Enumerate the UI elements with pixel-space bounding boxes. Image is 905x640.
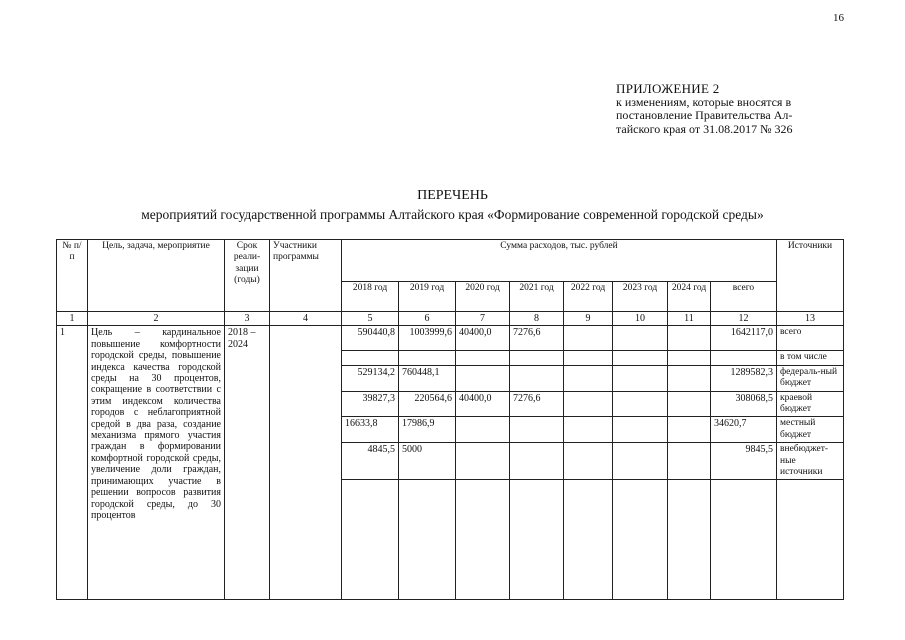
header-2021: 2021 год	[510, 282, 564, 312]
document-subtitle: мероприятий государственной программы Алтайского края «Формирование современной городской среды»	[141, 207, 764, 222]
value-total	[711, 351, 777, 365]
finance-row-total	[57, 326, 844, 351]
header-2024: 2024 год	[668, 282, 711, 312]
implementation-term: 2018 – 2024	[225, 326, 270, 600]
row-number: 1	[57, 326, 88, 600]
value-2018: 16633,8	[342, 417, 399, 443]
value-2024	[668, 365, 711, 391]
value-2020	[456, 417, 510, 443]
source-label: краевой бюджет	[777, 391, 844, 417]
appendix-line-1: к изменениям, которые вносятся в	[616, 94, 792, 109]
value-2024	[668, 326, 711, 351]
col-number: 13	[777, 312, 844, 326]
col-number: 8	[510, 312, 564, 326]
col-number: 5	[342, 312, 399, 326]
value-2022	[564, 326, 613, 351]
value-2020	[456, 443, 510, 480]
participants-cell	[270, 326, 342, 600]
value-2018: 39827,3	[342, 391, 399, 417]
value-2023	[613, 326, 668, 351]
col-number: 3	[225, 312, 270, 326]
value-2022	[564, 391, 613, 417]
value-2024	[668, 351, 711, 365]
header-2018: 2018 год	[342, 282, 399, 312]
value-2021	[510, 417, 564, 443]
header-sum: Сумма расходов, тыс. рублей	[342, 240, 777, 282]
value-2021: 7276,6	[510, 326, 564, 351]
appendix-block	[616, 82, 793, 136]
value-2022	[564, 365, 613, 391]
source-label: внебюджет-ные источники	[777, 443, 844, 480]
document-title: ПЕРЕЧЕНЬ	[417, 188, 488, 203]
value-2024	[668, 443, 711, 480]
value-total: 34620,7	[711, 417, 777, 443]
value-2018: 590440,8	[342, 326, 399, 351]
header-2019: 2019 год	[399, 282, 456, 312]
source-label: в том числе	[777, 351, 844, 365]
header-2020: 2020 год	[456, 282, 510, 312]
value-2020	[456, 351, 510, 365]
value-2023	[613, 365, 668, 391]
header-num: № п/п	[57, 240, 88, 312]
col-number: 1	[57, 312, 88, 326]
col-number: 2	[88, 312, 225, 326]
appendix-line-3: тайского края от 31.08.2017 № 326	[616, 121, 793, 136]
value-total: 1642117,0	[711, 326, 777, 351]
measures-table	[56, 239, 844, 600]
value-2019: 5000	[399, 443, 456, 480]
value-2021	[510, 365, 564, 391]
header-term: Срок реали-зации (годы)	[225, 240, 270, 312]
value-2021	[510, 443, 564, 480]
value-2021: 7276,6	[510, 391, 564, 417]
value-2019: 220564,6	[399, 391, 456, 417]
col-number: 11	[668, 312, 711, 326]
col-number: 9	[564, 312, 613, 326]
value-2023	[613, 391, 668, 417]
col-number: 12	[711, 312, 777, 326]
col-number: 4	[270, 312, 342, 326]
header-sources: Источники	[777, 240, 844, 312]
col-number: 6	[399, 312, 456, 326]
header-2023: 2023 год	[613, 282, 668, 312]
appendix-title: ПРИЛОЖЕНИЕ 2	[616, 81, 720, 96]
value-2018: 4845,5	[342, 443, 399, 480]
value-2019: 1003999,6	[399, 326, 456, 351]
value-2023	[613, 443, 668, 480]
col-number: 7	[456, 312, 510, 326]
value-2024	[668, 391, 711, 417]
value-2019	[399, 351, 456, 365]
source-label: местный бюджет	[777, 417, 844, 443]
header-goal: Цель, задача, мероприятие	[88, 240, 225, 312]
header-2022: 2022 год	[564, 282, 613, 312]
value-2020: 40400,0	[456, 391, 510, 417]
value-total: 9845,5	[711, 443, 777, 480]
col-number: 10	[613, 312, 668, 326]
value-2018: 529134,2	[342, 365, 399, 391]
value-2024	[668, 417, 711, 443]
value-2019: 760448,1	[399, 365, 456, 391]
value-2023	[613, 417, 668, 443]
value-total: 308068,5	[711, 391, 777, 417]
header-participants: Участники программы	[270, 240, 342, 312]
appendix-line-2: постановление Правительства Ал-	[616, 108, 793, 122]
value-2020: 40400,0	[456, 326, 510, 351]
page-number: 16	[833, 12, 844, 24]
value-2018	[342, 351, 399, 365]
value-2022	[564, 417, 613, 443]
source-label: всего	[777, 326, 844, 351]
header-total: всего	[711, 282, 777, 312]
value-2023	[613, 351, 668, 365]
source-label: федераль-ный бюджет	[777, 365, 844, 391]
value-2020	[456, 365, 510, 391]
goal-text: Цель – кардинальное повышение комфортности городской среды, повышение индекса качества городской среды на 30 процентов, сокращение в соответствии с этим индексом количества городов с неблагоприятной средой в два раза, создание механизма прямого участия граждан в формировании комфортной городской среды, увеличение доли граждан, принимающих участие в решении вопросов развития городской среды, до 30 процентов	[88, 326, 225, 600]
value-total: 1289582,3	[711, 365, 777, 391]
value-2022	[564, 443, 613, 480]
value-2022	[564, 351, 613, 365]
value-2021	[510, 351, 564, 365]
value-2019: 17986,9	[399, 417, 456, 443]
